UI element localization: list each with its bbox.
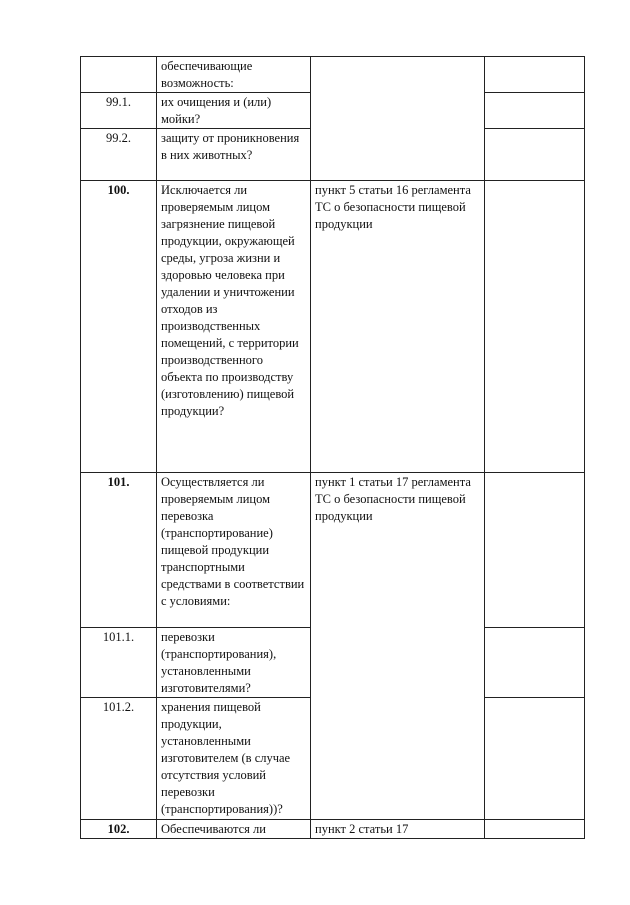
item-question: Обеспечиваются ли — [157, 820, 311, 839]
item-number — [81, 57, 157, 93]
item-note-cell — [485, 93, 585, 129]
item-note-cell — [485, 820, 585, 839]
item-question: обеспечивающие возможность: — [157, 57, 311, 93]
item-number: 99.1. — [81, 93, 157, 129]
item-note-cell — [485, 57, 585, 93]
table-row — [81, 473, 585, 628]
table-row — [81, 181, 585, 473]
item-note-cell — [485, 181, 585, 473]
item-reference: пункт 1 статьи 17 регламента ТС о безопасности пищевой продукции — [311, 473, 485, 820]
item-question: их очищения и (или) мойки? — [157, 93, 311, 129]
checklist-table — [80, 56, 585, 839]
item-note-cell — [485, 698, 585, 820]
item-reference: пункт 5 статьи 16 регламента ТС о безопасности пищевой продукции — [311, 181, 485, 473]
item-reference: пункт 2 статьи 17 — [311, 820, 485, 839]
table-row — [81, 820, 585, 839]
item-number: 100. — [81, 181, 157, 473]
item-question: Исключается ли проверяемым лицом загрязнение пищевой продукции, окружающей среды, угроза жизни и здоровью человека при удалении и уничтожении отходов из производственных помещений, с территории производственного объекта по производству (изготовлению) пищевой продукции? — [157, 181, 311, 473]
item-note-cell — [485, 628, 585, 698]
item-question: Осуществляется ли проверяемым лицом перевозка (транспортирование) пищевой продукции транспортными средствами в соответствии с условиями: — [157, 473, 311, 628]
item-reference — [311, 57, 485, 181]
item-number: 99.2. — [81, 129, 157, 181]
item-question: перевозки (транспортирования), установленными изготовителями? — [157, 628, 311, 698]
item-note-cell — [485, 473, 585, 628]
item-note-cell — [485, 129, 585, 181]
item-number: 101. — [81, 473, 157, 628]
item-number: 101.2. — [81, 698, 157, 820]
table-row — [81, 57, 585, 93]
item-number: 102. — [81, 820, 157, 839]
item-question: хранения пищевой продукции, установленными изготовителем (в случае отсутствия условий перевозки (транспортирования))? — [157, 698, 311, 820]
item-number: 101.1. — [81, 628, 157, 698]
item-question: защиту от проникновения в них животных? — [157, 129, 311, 181]
